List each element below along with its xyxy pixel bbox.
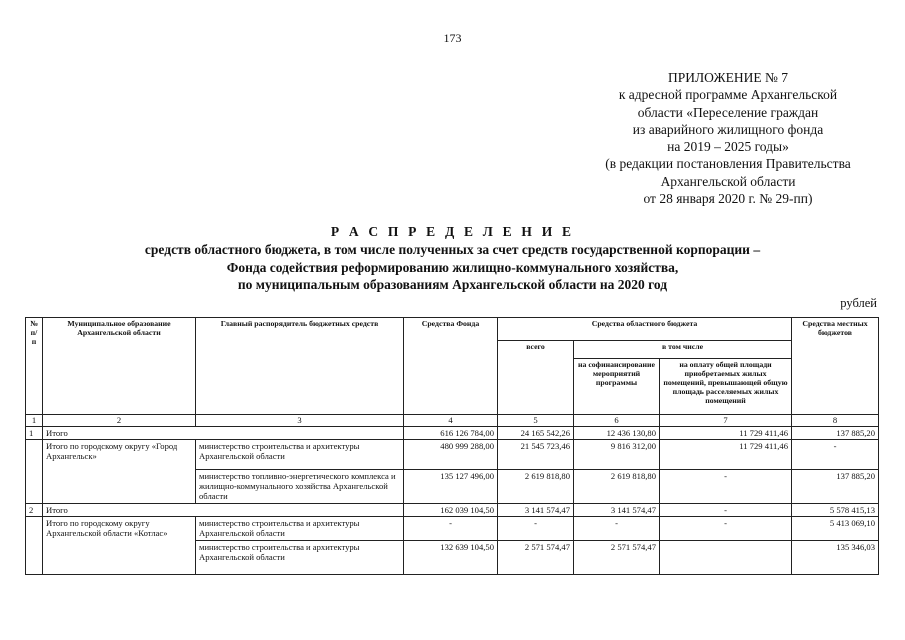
distribution-table (25, 317, 879, 575)
local-value: - (792, 440, 879, 470)
municipality-cell: Итого по городскому округу Архангельской области «Котлас» (43, 517, 196, 575)
row-label: Итого (43, 504, 404, 517)
cofinancing-value: 3 141 574,47 (574, 504, 660, 517)
extra-area-value: 11 729 411,46 (660, 427, 792, 440)
row-number: 2 (26, 504, 43, 517)
header-local-budgets: Средства местных бюджетов (792, 318, 879, 415)
extra-area-value: - (660, 470, 792, 504)
cofinancing-value: 2 619 818,80 (574, 470, 660, 504)
header-regional-budget: Средства областного бюджета (498, 318, 792, 341)
local-value: 135 346,03 (792, 541, 879, 575)
municipality-cell: Итого по городскому округу «Город Архангельск» (43, 440, 196, 504)
fund-value: 135 127 496,00 (404, 470, 498, 504)
appendix-line: Архангельской области (660, 173, 796, 189)
subtitle-line: Фонда содействия реформированию жилищно-коммунального хозяйства, (226, 259, 679, 275)
column-number: 8 (792, 415, 879, 427)
header-including: в том числе (574, 341, 792, 359)
row-label: Итого (43, 427, 404, 440)
header-num: № п/п (26, 318, 43, 415)
total-value: 24 165 542,26 (498, 427, 574, 440)
column-number: 4 (404, 415, 498, 427)
appendix-line: на 2019 – 2025 годы» (667, 139, 789, 155)
subtitle-line: по муниципальным образованиям Архангельской области на 2020 год (237, 277, 668, 292)
page-number: 173 (443, 31, 462, 45)
document-title: Р А С П Р Е Д Е Л Е Н И Е (330, 224, 575, 239)
column-number: 2 (43, 415, 196, 427)
header-fund: Средства Фонда (404, 318, 498, 415)
row-number (26, 517, 43, 575)
total-value: 3 141 574,47 (498, 504, 574, 517)
column-number: 3 (196, 415, 404, 427)
cofinancing-value: 12 436 130,80 (574, 427, 660, 440)
cofinancing-value: - (574, 517, 660, 541)
header-cofinancing: на софинансирование мероприятий программы (574, 359, 660, 415)
manager-cell: министерство строительства и архитектуры Архангельской области (196, 517, 404, 541)
fund-value: 162 039 104,50 (404, 504, 498, 517)
manager-cell: министерство топливно-энергетического комплекса и жилищно-коммунального хозяйства Архангельской области (196, 470, 404, 504)
appendix-line: из аварийного жилищного фонда (632, 121, 824, 137)
cofinancing-value: 9 816 312,00 (574, 440, 660, 470)
local-value: 5 413 069,10 (792, 517, 879, 541)
header-manager: Главный распорядитель бюджетных средств (196, 318, 404, 415)
appendix-line: от 28 января 2020 г. № 29-пп) (643, 191, 813, 207)
fund-value: 616 126 784,00 (404, 427, 498, 440)
fund-value: 132 639 104,50 (404, 541, 498, 575)
row-number (26, 440, 43, 504)
total-value: 2 571 574,47 (498, 541, 574, 575)
total-value: 2 619 818,80 (498, 470, 574, 504)
table-row (26, 504, 879, 517)
total-value: 21 545 723,46 (498, 440, 574, 470)
table-row (26, 427, 879, 440)
header-total: всего (498, 341, 574, 415)
manager-cell: министерство строительства и архитектуры Архангельской области (196, 440, 404, 470)
extra-area-value: 11 729 411,46 (660, 440, 792, 470)
appendix-line: к адресной программе Архангельской (618, 87, 838, 103)
header-municipality: Муниципальное образование Архангельской области (43, 318, 196, 415)
cofinancing-value: 2 571 574,47 (574, 541, 660, 575)
appendix-line: ПРИЛОЖЕНИЕ № 7 (667, 70, 789, 85)
column-number: 7 (660, 415, 792, 427)
fund-value: - (404, 517, 498, 541)
local-value: 137 885,20 (792, 427, 879, 440)
column-number: 5 (498, 415, 574, 427)
document-subtitle (60, 241, 845, 294)
row-number: 1 (26, 427, 43, 440)
table-row (26, 517, 879, 541)
local-value: 5 578 415,13 (792, 504, 879, 517)
appendix-block (568, 69, 888, 207)
header-extra-area: на оплату общей площади приобретаемых жилых помещений, превышающей общую площадь расселяемых жилых помещений (660, 359, 792, 415)
fund-value: 480 999 288,00 (404, 440, 498, 470)
local-value: 137 885,20 (792, 470, 879, 504)
subtitle-line: средств областного бюджета, в том числе полученных за счет средств государственной корпорации – (144, 242, 761, 257)
column-number: 6 (574, 415, 660, 427)
currency-unit: рублей (840, 296, 877, 310)
column-number: 1 (26, 415, 43, 427)
appendix-line: (в редакции постановления Правительства (605, 156, 851, 172)
manager-cell: министерство строительства и архитектуры Архангельской области (196, 541, 404, 575)
appendix-line: области «Переселение граждан (637, 104, 819, 120)
table-row (26, 440, 879, 470)
extra-area-value (660, 541, 792, 575)
total-value: - (498, 517, 574, 541)
extra-area-value: - (660, 504, 792, 517)
extra-area-value: - (660, 517, 792, 541)
